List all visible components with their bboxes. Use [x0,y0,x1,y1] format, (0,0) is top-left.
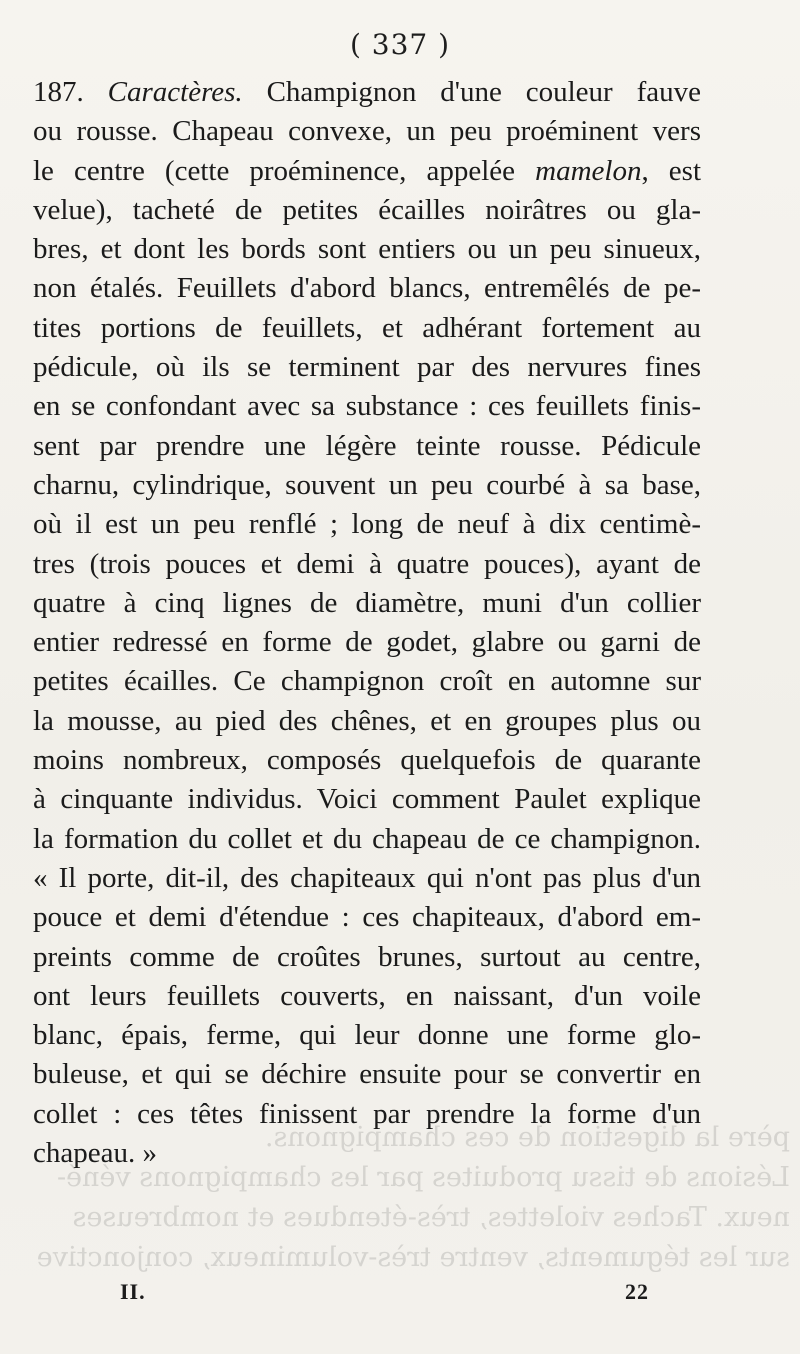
bleed-line: père la digestion de ces champignons. [264,1122,790,1153]
text-line: où il est un peu renflé ; long de neuf à dix centimè- [33,508,701,541]
text-line: pouce et demi d'étendue : ces chapiteaux, d'abord em- [33,901,701,934]
text-line: quatre à cinq lignes de diamètre, muni d'un collier [33,586,701,619]
text-line: entier redressé en forme de godet, glabre ou garni de [33,626,701,659]
text-line: tres (trois pouces et demi à quatre pouces), ayant de [33,547,701,580]
text-line: blanc, épais, ferme, qui leur donne une forme glo- [33,1019,701,1052]
text-line: ou rousse. Chapeau convexe, un peu proéminent vers [33,115,701,148]
text-line: non étalés. Feuillets d'abord blancs, entremêlés de pe- [33,272,701,305]
text-line: tites portions de feuillets, et adhérant fortement au [33,311,701,344]
paragraph-number: 187. [33,76,108,108]
text-line: la formation du collet et du chapeau de ce champignon. [33,822,701,855]
text-line: « Il porte, dit-il, des chapiteaux qui n'ont pas plus d'un [33,861,701,894]
text-line: moins nombreux, composés quelquefois de quarante [33,744,701,777]
text-line: charnu, cylindrique, souvent un peu courbé à sa base, [33,468,701,501]
text-line: chapeau. » [33,1137,157,1170]
line-text: , est [641,154,702,187]
body-text [33,73,701,1173]
text-line: sent par prendre une légère teinte rousse. Pédicule [33,429,701,462]
page-number-header: ( 337 ) [349,28,451,61]
line-text: le centre (cette proéminence, appelée [33,154,536,187]
text-line: pédicule, où ils se terminent par des nervures fines [33,351,701,384]
text-line: à cinquante individus. Voici comment Paulet explique [33,783,701,816]
text-line: la mousse, au pied des chênes, et en groupes plus ou [33,704,701,737]
gathering-signature: 22 [625,1279,649,1304]
line-text: Champignon d'une couleur fauve [242,76,701,108]
text-line: velue), tacheté de petites écailles noirâtres ou gla- [33,193,701,226]
section-heading-italic: Caractères. [107,76,243,108]
bleed-line: neux. Taches violettes, très-étendues et nombreuses [72,1202,790,1233]
text-line: collet : ces têtes finissent par prendre la forme d'un [33,1097,701,1130]
text-line: bres, et dont les bords sont entiers ou un peu sinueux, [33,233,701,266]
text-line: petites écailles. Ce champignon croît en automne sur [33,665,701,698]
text-line: preints comme de croûtes brunes, surtout au centre, [33,940,701,973]
bleed-line: Lésions de tissu produites par les champignons véné- [56,1162,790,1193]
text-line: ont leurs feuillets couverts, en naissant, d'un voile [33,979,701,1012]
volume-signature: II. [120,1279,146,1304]
italic-term: mamelon [535,154,642,187]
bleed-line: sur les téguments, ventre très-volumineux, conjonctive [36,1242,790,1273]
text-line: buleuse, et qui se déchire ensuite pour se convertir en [33,1058,701,1091]
text-line [33,152,701,191]
text-line [33,73,701,112]
text-line: en se confondant avec sa substance : ces feuillets finis- [33,390,701,423]
